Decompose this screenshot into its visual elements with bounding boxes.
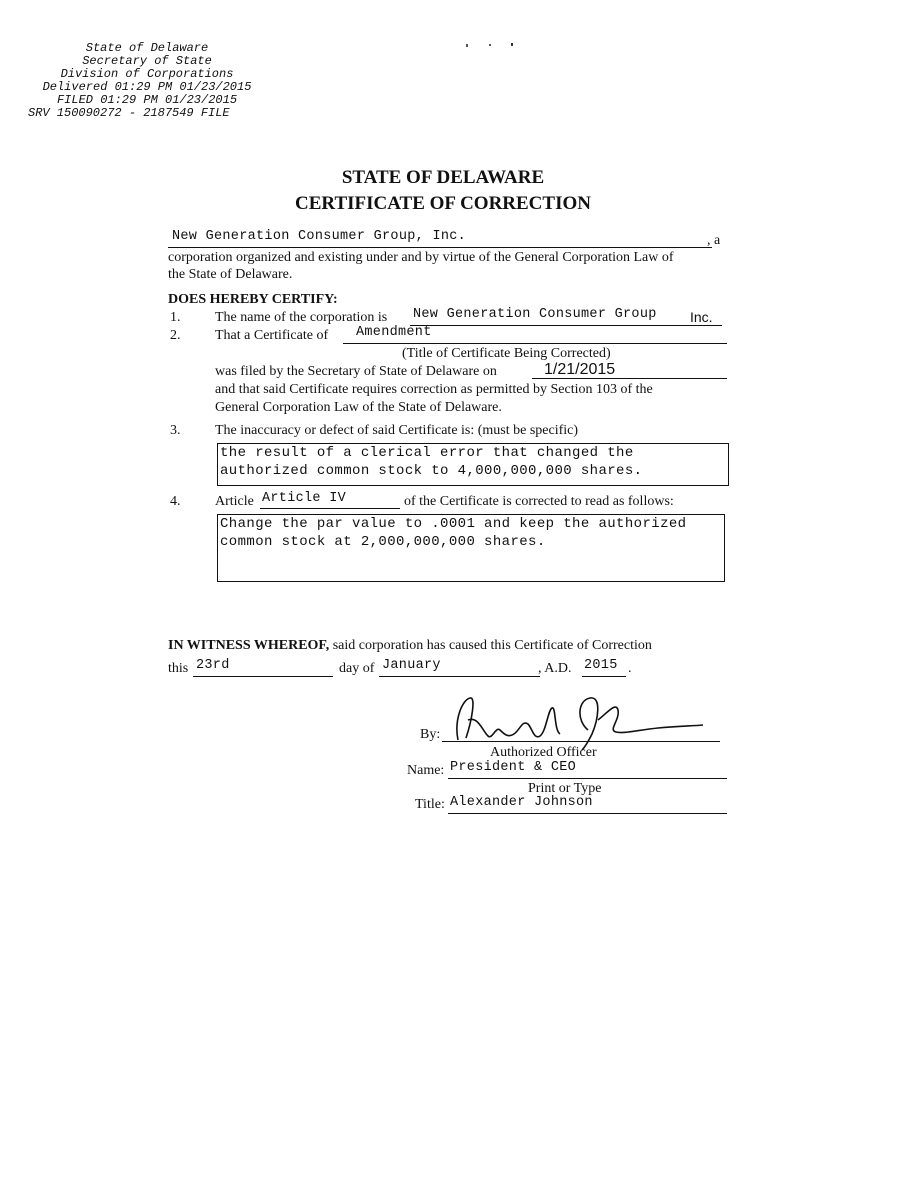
- witness-period: .: [628, 661, 632, 676]
- name-line: [448, 778, 727, 779]
- intro-line-2: corporation organized and existing under and by virtue of the General Corporation Law of: [168, 250, 674, 265]
- item-4-box: [217, 514, 725, 582]
- item-2-text: That a Certificate of: [215, 328, 329, 343]
- item-2-date-line: [532, 378, 727, 379]
- item-3-box-line-1: the result of a clerical error that changed the: [220, 445, 634, 461]
- item-2-caption: (Title of Certificate Being Corrected): [402, 346, 611, 361]
- item-2-line: [343, 343, 727, 344]
- stamp-line: Division of Corporations: [60, 67, 234, 81]
- item-3-box: [217, 443, 729, 486]
- witness-year-value: 2015: [584, 658, 618, 673]
- item-2-filed-text: was filed by the Secretary of State of Delaware on: [215, 364, 497, 379]
- item-2-number: 2.: [170, 328, 181, 343]
- witness-line-1: [168, 638, 652, 654]
- item-1-value: New Generation Consumer Group: [413, 307, 657, 322]
- corporation-name: New Generation Consumer Group, Inc.: [172, 229, 467, 244]
- name-value: President & CEO: [450, 760, 577, 775]
- scan-speck: [511, 43, 513, 46]
- filing-stamp: [22, 42, 272, 120]
- title-line-1: STATE OF DELAWARE: [341, 167, 545, 188]
- item-1-text: The name of the corporation is: [215, 310, 388, 325]
- title-line-2: CERTIFICATE OF CORRECTION: [295, 193, 591, 214]
- item-2-value: Amendment: [356, 325, 432, 340]
- stamp-line: FILED 01:29 PM 01/23/2015: [56, 93, 238, 107]
- intro-line-3: the State of Delaware.: [168, 267, 293, 282]
- item-3-box-line-2: authorized common stock to 4,000,000,000 shares.: [220, 463, 643, 479]
- item-4-box-line-2: common stock at 2,000,000,000 shares.: [220, 534, 546, 550]
- witness-bold: IN WITNESS WHEREOF,: [168, 638, 330, 653]
- witness-year-line: [582, 676, 626, 677]
- item-4-number: 4.: [170, 494, 181, 509]
- witness-ad: , A.D.: [538, 661, 572, 676]
- item-2-filed-date: 1/21/2015: [544, 361, 616, 378]
- title-value: Alexander Johnson: [450, 795, 593, 810]
- signature-line: [442, 741, 720, 742]
- document-title: [0, 166, 886, 216]
- witness-day-value: 23rd: [196, 658, 230, 673]
- witness-day-line: [193, 676, 333, 677]
- stamp-line: State of Delaware: [85, 41, 209, 55]
- item-4-box-line-1: Change the par value to .0001 and keep the authorized: [220, 516, 687, 532]
- item-4-article-line: [260, 508, 400, 509]
- item-2-line-3: and that said Certificate requires correction as permitted by Section 103 of the: [215, 382, 653, 397]
- item-4-article-value: Article IV: [262, 491, 347, 506]
- scan-speck: [489, 44, 491, 46]
- stamp-line: Secretary of State: [82, 54, 212, 68]
- item-1-line: [410, 325, 722, 326]
- witness-month-value: January: [382, 658, 441, 673]
- item-1-value-hand: Inc.: [690, 309, 713, 325]
- comma-a: , a: [707, 233, 721, 248]
- item-2-line-4: General Corporation Law of the State of Delaware.: [215, 400, 502, 415]
- by-label: By:: [420, 727, 441, 742]
- stamp-line: Delivered 01:29 PM 01/23/2015: [42, 80, 252, 94]
- authorized-officer-label: Authorized Officer: [490, 745, 597, 760]
- item-4-article-label: Article: [215, 494, 254, 509]
- title-line: [448, 813, 727, 814]
- stamp-line: SRV 150090272 - 2187549 FILE: [28, 106, 230, 120]
- item-1-number: 1.: [170, 310, 181, 325]
- item-4-text: of the Certificate is corrected to read as follows:: [404, 494, 674, 509]
- title-label: Title:: [415, 797, 445, 812]
- print-or-type-label: Print or Type: [528, 781, 602, 796]
- signature-scribble: [448, 690, 708, 752]
- witness-this: this: [168, 661, 189, 676]
- item-3-number: 3.: [170, 423, 181, 438]
- witness-month-line: [379, 676, 540, 677]
- scan-speck: [466, 44, 468, 47]
- witness-day-of: day of: [339, 661, 375, 676]
- witness-text: said corporation has caused this Certificate of Correction: [332, 638, 652, 653]
- item-3-text: The inaccuracy or defect of said Certificate is: (must be specific): [215, 423, 579, 438]
- certify-heading: DOES HEREBY CERTIFY:: [168, 292, 338, 307]
- corporation-name-line: [168, 247, 712, 248]
- name-label: Name:: [407, 763, 445, 778]
